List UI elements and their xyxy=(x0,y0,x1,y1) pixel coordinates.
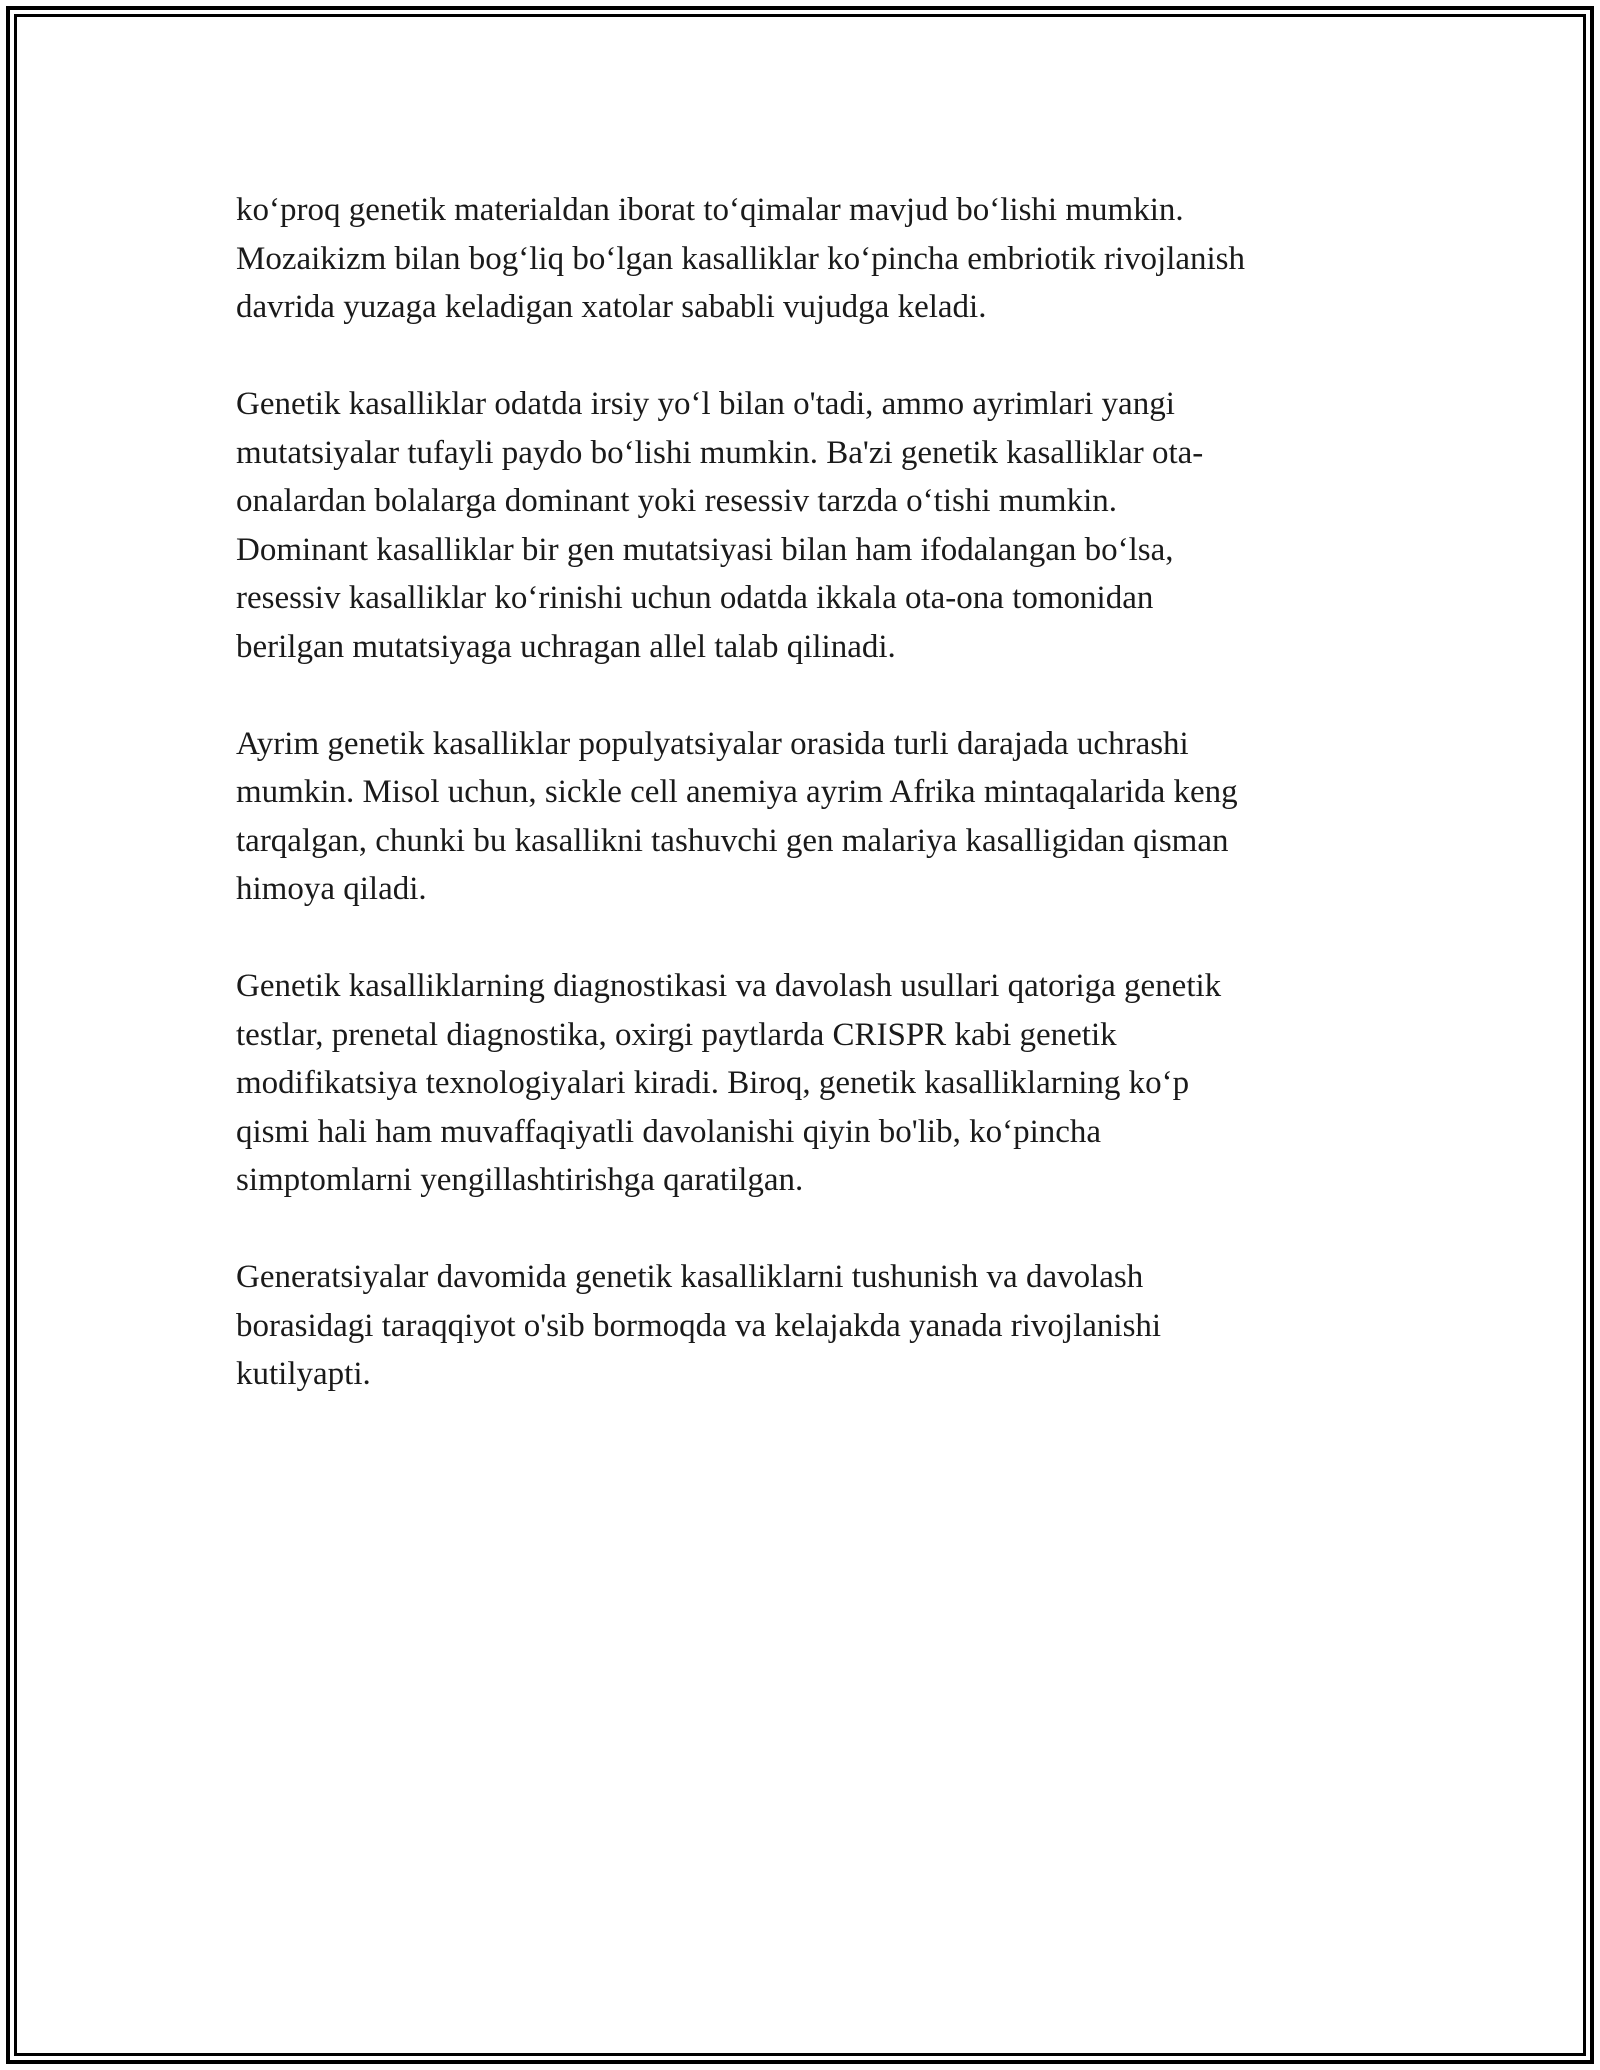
text-line: kutilyapti. xyxy=(236,1356,371,1392)
paragraph-2 xyxy=(236,380,1376,671)
text-line: Genetik kasalliklar odatda irsiy yo‘l bilan o'tadi, ammo ayrimlari yangi xyxy=(236,386,1175,422)
text-line: resessiv kasalliklar ko‘rinishi uchun odatda ikkala ota-ona tomonidan xyxy=(236,580,1154,616)
paragraph-3 xyxy=(236,720,1376,914)
document-body xyxy=(236,186,1376,1447)
text-line: ko‘proq genetik materialdan iborat to‘qimalar mavjud bo‘lishi mumkin. xyxy=(236,192,1184,228)
text-line: modifikatsiya texnologiyalari kiradi. Biroq, genetik kasalliklarning ko‘p xyxy=(236,1065,1190,1101)
text-line: Mozaikizm bilan bog‘liq bo‘lgan kasalliklar ko‘pincha embriotik rivojlanish xyxy=(236,240,1246,277)
text-line: tarqalgan, chunki bu kasallikni tashuvchi gen malariya kasalligidan qisman xyxy=(236,822,1229,859)
text-line: simptomlarni yengillashtirishga qaratilgan. xyxy=(236,1162,804,1198)
text-line: berilgan mutatsiyaga uchragan allel talab qilinadi. xyxy=(236,628,896,665)
text-line: Ayrim genetik kasalliklar populyatsiyalar orasida turli darajada uchrashi xyxy=(236,725,1189,762)
paragraph-5 xyxy=(236,1253,1376,1399)
text-line: davrida yuzaga keladigan xatolar sababli vujudga keladi. xyxy=(236,289,987,325)
text-line: qismi hali ham muvaffaqiyatli davolanishi qiyin bo'lib, ko‘pincha xyxy=(236,1113,1102,1150)
text-line: himoya qiladi. xyxy=(236,871,427,907)
text-line: mutatsiyalar tufayli paydo bo‘lishi mumkin. Ba'zi genetik kasalliklar ota- xyxy=(236,434,1204,471)
text-line: mumkin. Misol uchun, sickle cell anemiya ayrim Afrika mintaqalarida keng xyxy=(236,774,1238,810)
paragraph-1 xyxy=(236,186,1376,332)
text-line: borasidagi taraqqiyot o'sib bormoqda va kelajakda yanada rivojlanishi xyxy=(236,1307,1162,1344)
paragraph-4 xyxy=(236,962,1376,1205)
text-line: testlar, prenetal diagnostika, oxirgi paytlarda CRISPR kabi genetik xyxy=(236,1016,1117,1053)
text-line: Genetik kasalliklarning diagnostikasi va davolash usullari qatoriga genetik xyxy=(236,968,1222,1004)
text-line: onalardan bolalarga dominant yoki resessiv tarzda o‘tishi mumkin. xyxy=(236,483,1118,519)
text-line: Generatsiyalar davomida genetik kasalliklarni tushunish va davolash xyxy=(236,1259,1144,1295)
text-line: Dominant kasalliklar bir gen mutatsiyasi bilan ham ifodalangan bo‘lsa, xyxy=(236,531,1174,568)
